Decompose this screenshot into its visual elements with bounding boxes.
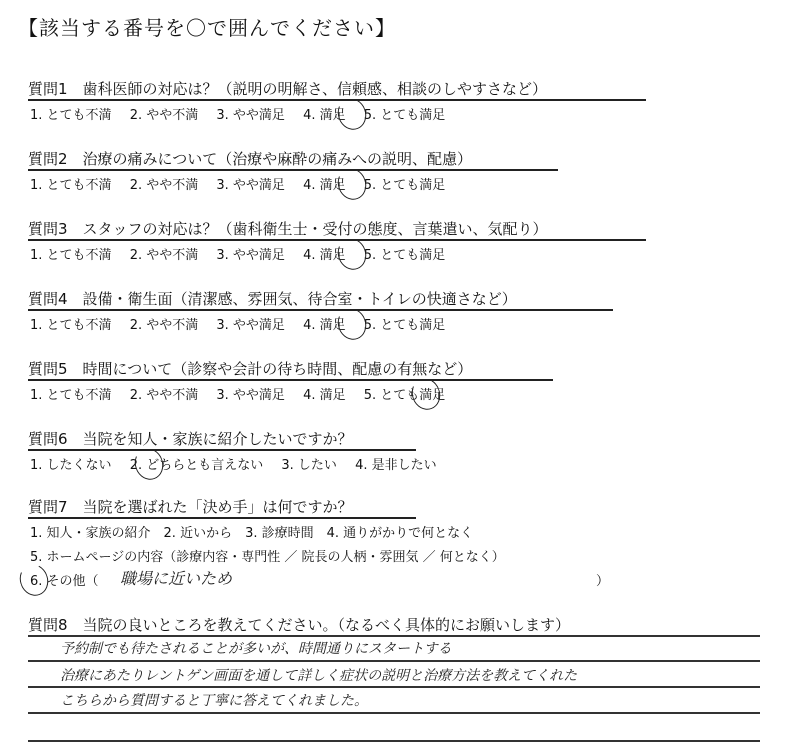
q8-answer-rule-4	[28, 712, 760, 714]
q8-answer-rule-3	[28, 686, 760, 688]
q4-option-4[interactable]: 4. 満足	[303, 318, 346, 333]
page-title: 【該当する番号を〇で囲んでください】	[18, 16, 396, 40]
question-5-title: 質問5 時間について（診察や会計の待ち時間、配慮の有無など）	[28, 360, 473, 378]
q2-option-2[interactable]: 2. やや不満	[129, 178, 199, 193]
question-3-title: 質問3 スタッフの対応は？（歯科衛生士・受付の態度、言葉遣い、気配り）	[28, 220, 548, 238]
question-2-underline	[28, 169, 558, 171]
question-4-underline	[28, 309, 613, 311]
q8-answer-rule-5	[28, 740, 760, 742]
q2-option-3[interactable]: 3. やや満足	[216, 178, 285, 193]
q7-other-close-paren: ）	[596, 574, 610, 589]
q6-option-4[interactable]: 4. 是非したい	[355, 458, 437, 473]
q3-option-4[interactable]: 4. 満足	[303, 248, 346, 263]
q8-answer-rule-1	[28, 635, 760, 637]
q5-option-5[interactable]: 5. とても満足	[363, 388, 446, 403]
question-7-underline	[28, 517, 416, 519]
question-1-title: 質問1 歯科医師の対応は？（説明の明解さ、信頼感、相談のしやすさなど）	[28, 80, 547, 98]
q7-option-6[interactable]: 6. その他（	[30, 574, 99, 589]
question-6-underline	[28, 449, 416, 451]
question-1-underline	[28, 99, 646, 101]
q2-option-4[interactable]: 4. 満足	[303, 178, 346, 193]
question-5-underline	[28, 379, 553, 381]
q4-option-5[interactable]: 5. とても満足	[363, 318, 446, 333]
question-3-underline	[28, 239, 646, 241]
question-4-options	[30, 314, 459, 333]
q2-option-1[interactable]: 1. とても不満	[30, 178, 112, 193]
q8-answer-line-1[interactable]: 予約制でも待たされることが多いが、時間通りにスタートする	[60, 641, 452, 657]
q7-options-line-1[interactable]: 1. 知人・家族の紹介 2. 近いから 3. 診療時間 4. 通りがかりで何となく	[30, 526, 474, 541]
q1-option-1[interactable]: 1. とても不満	[30, 108, 112, 123]
q8-answer-line-3[interactable]: こちらから質問すると丁寧に答えてくれました。	[60, 693, 368, 709]
q8-answer-rule-2	[28, 660, 760, 662]
q2-option-5[interactable]: 5. とても満足	[363, 178, 446, 193]
q1-option-4[interactable]: 4. 満足	[303, 108, 346, 123]
q1-option-5[interactable]: 5. とても満足	[363, 108, 446, 123]
q5-option-3[interactable]: 3. やや満足	[216, 388, 285, 403]
question-6-title: 質問6 当院を知人・家族に紹介したいですか？	[28, 430, 353, 448]
question-8-title: 質問8 当院の良いところを教えてください。（なるべく具体的にお願いします）	[28, 616, 571, 634]
q6-option-2[interactable]: 2. どちらとも言えない	[129, 458, 264, 473]
q4-option-2[interactable]: 2. やや不満	[129, 318, 199, 333]
question-4-title: 質問4 設備・衛生面（清潔感、雰囲気、待合室・トイレの快適さなど）	[28, 290, 517, 308]
q1-option-3[interactable]: 3. やや満足	[216, 108, 285, 123]
q3-option-1[interactable]: 1. とても不満	[30, 248, 112, 263]
q5-option-4[interactable]: 4. 満足	[303, 388, 346, 403]
question-7-title: 質問7 当院を選ばれた「決め手」は何ですか？	[28, 498, 353, 516]
q7-options-line-2[interactable]: 5. ホームページの内容（診療内容・専門性 ／ 院長の人柄・雰囲気 ／ 何となく）	[30, 550, 505, 565]
question-1-options	[30, 104, 459, 123]
q8-answer-line-2[interactable]: 治療にあたりレントゲン画面を通して詳しく症状の説明と治療方法を教えてくれた	[60, 668, 578, 684]
question-2-title: 質問2 治療の痛みについて（治療や麻酔の痛みへの説明、配慮）	[28, 150, 472, 168]
q1-option-2[interactable]: 2. やや不満	[129, 108, 199, 123]
question-6-options	[30, 454, 451, 473]
q4-option-3[interactable]: 3. やや満足	[216, 318, 285, 333]
q3-option-2[interactable]: 2. やや不満	[129, 248, 199, 263]
q4-option-1[interactable]: 1. とても不満	[30, 318, 112, 333]
q6-option-3[interactable]: 3. したい	[281, 458, 337, 473]
q5-option-2[interactable]: 2. やや不満	[129, 388, 199, 403]
question-5-options	[30, 384, 459, 403]
q3-option-3[interactable]: 3. やや満足	[216, 248, 285, 263]
question-2-options	[30, 174, 459, 193]
question-3-options	[30, 244, 459, 263]
q6-option-1[interactable]: 1. したくない	[30, 458, 112, 473]
q7-other-answer[interactable]: 職場に近いため	[120, 569, 233, 588]
q7-selection-circle	[15, 560, 52, 600]
q5-option-1[interactable]: 1. とても不満	[30, 388, 112, 403]
q3-option-5[interactable]: 5. とても満足	[363, 248, 446, 263]
